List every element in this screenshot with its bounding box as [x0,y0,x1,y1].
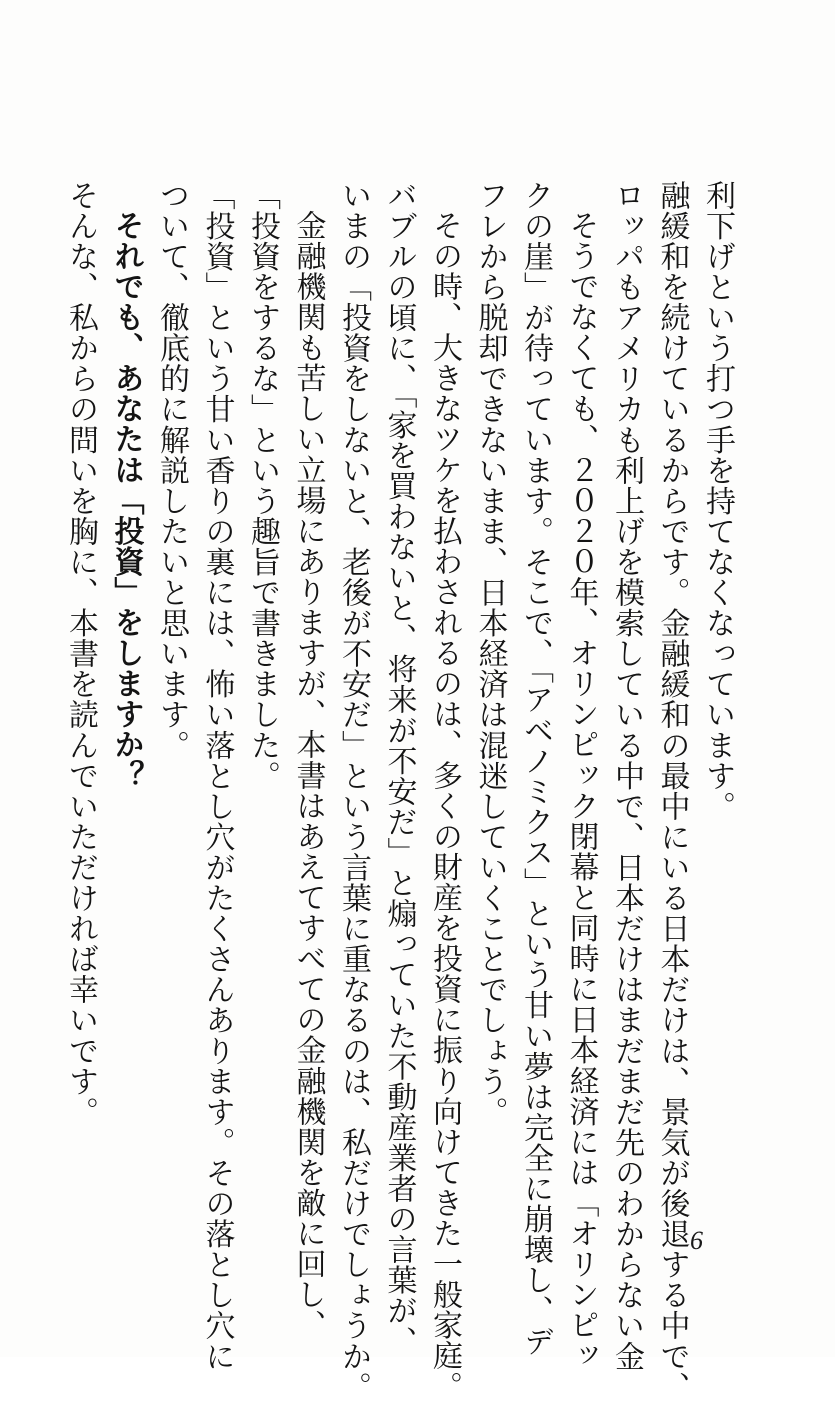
text-line: その時、大きなツケを払わされるのは、多くの財産を投資に振り向けてきた一般家庭。 [427,210,462,1402]
text-line: ロッパもアメリカも利上げを模索している中で、日本だけはまだまだ先のわからない金 [609,180,644,1372]
text-line: いまの「投資をしないと、老後が不安だ」という言葉に重なるのは、私だけでしょうか。 [336,180,371,1402]
text-line: クの崖」が待っています。そこで、「アベノミクス」という甘い夢は完全に崩壊し、デ [518,180,553,1357]
text-line: 融緩和を続けているからです。金融緩和の最中にいる日本だけは、景気が後退する中で、 [654,180,690,1402]
vertical-text-block [58,180,741,1402]
emphasis-question-line: それでも、あなたは「投資」をしますか？ [108,210,144,791]
text-line: バブルの頃に、「家を買わないと、将来が不安だ」と煽っていた不動産業者の言葉が、 [381,180,417,1357]
text-line: フレから脱却できないまま、日本経済は混迷していくことでしょう。 [472,180,508,1128]
page-number: 6 [690,1226,703,1255]
text-line: 「投資をするな」という趣旨で書きました。 [245,180,280,791]
text-line: 「投資」という甘い香りの裏には、怖い落とし穴がたくさんあります。その落とし穴に [199,180,235,1372]
text-line: そうでなくても、２０２０年、オリンピック閉幕と同時に日本経済には「オリンピッ [563,210,599,1371]
text-line: そんな、私からの問いを胸に、本書を読んでいただければ幸いです。 [63,180,98,1128]
text-line: 利下げという打つ手を持てなくなっています。 [700,180,735,822]
text-line: 金融機関も苦しい立場にありますが、本書はあえてすべての金融機関を敵に回し、 [290,210,326,1341]
text-line: ついて、徹底的に解説したいと思います。 [154,180,189,761]
